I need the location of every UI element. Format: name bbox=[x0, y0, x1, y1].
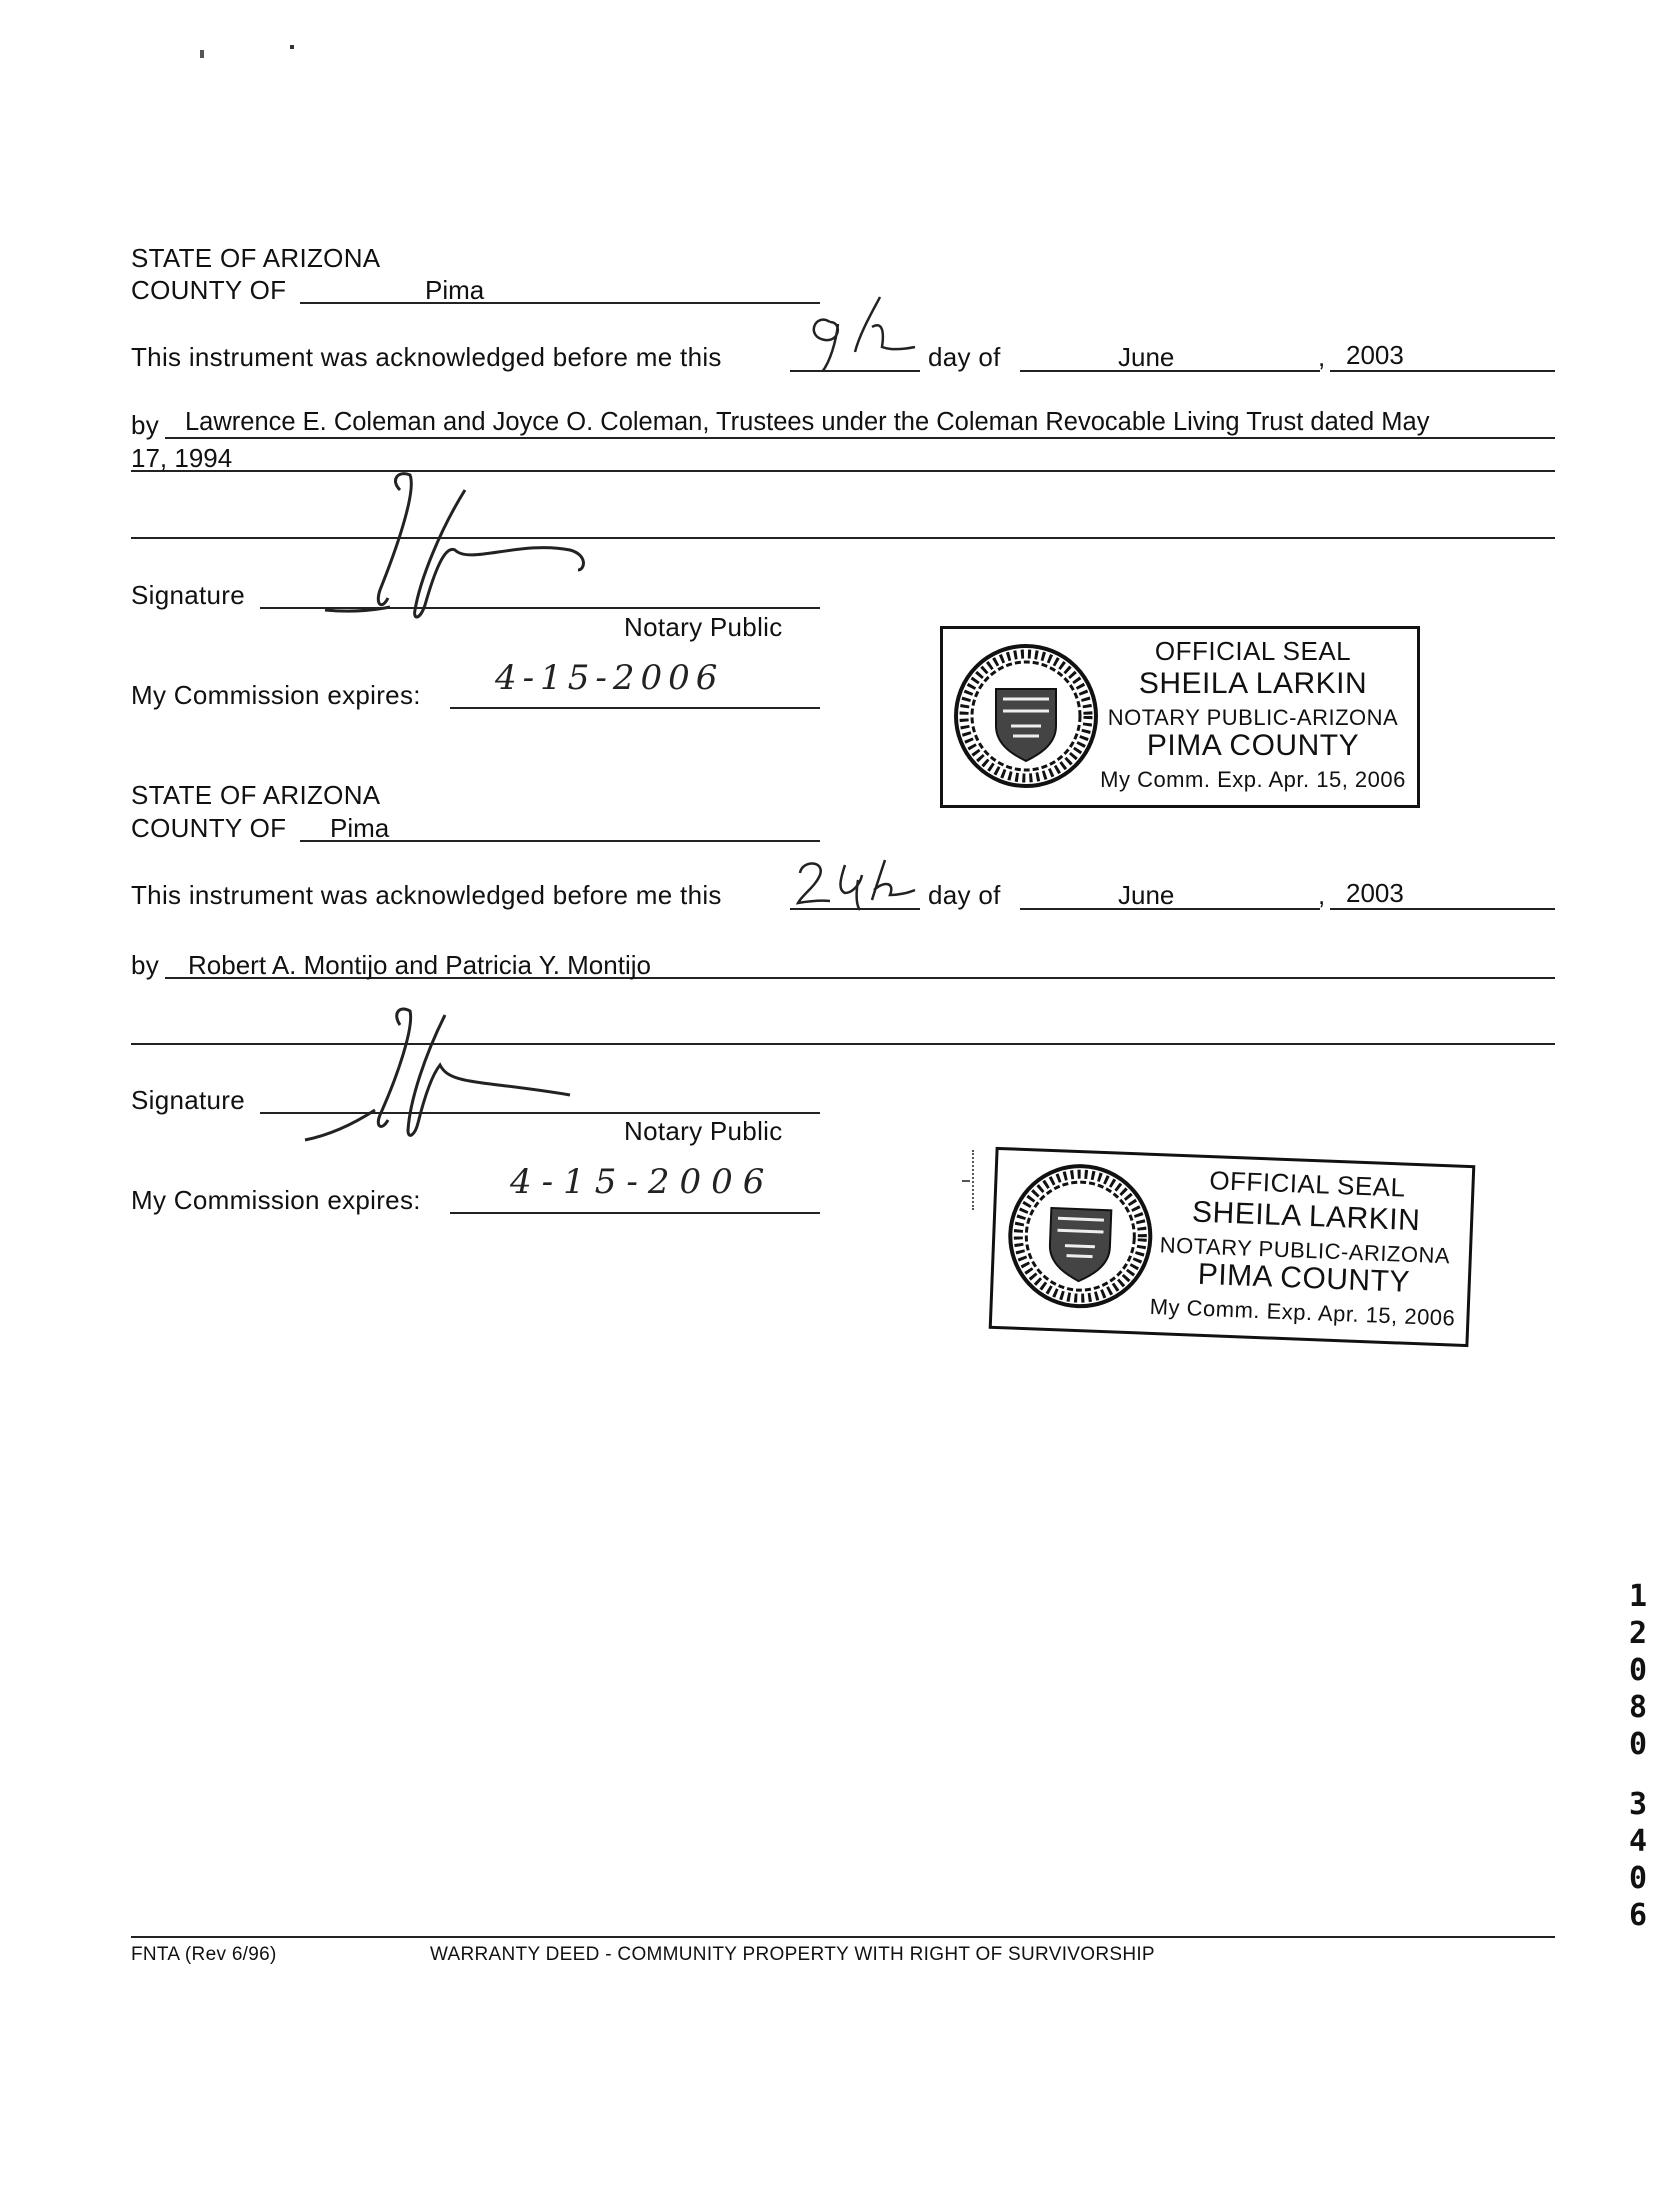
ack-text-1: This instrument was acknowledged before me this bbox=[131, 342, 722, 372]
recording-digit: 1 bbox=[1628, 1579, 1648, 1614]
by-value-1-line2: 17, 1994 bbox=[131, 443, 233, 473]
county-label-1: COUNTY OF bbox=[131, 275, 287, 305]
scan-speck bbox=[290, 45, 294, 49]
footer-rule bbox=[131, 1936, 1555, 1938]
state-heading-2: STATE OF ARIZONA bbox=[131, 780, 381, 810]
seal2-line4: PIMA COUNTY bbox=[1197, 1257, 1411, 1299]
notary-signature-1 bbox=[320, 470, 620, 640]
footer-form-id: FNTA (Rev 6/96) bbox=[131, 1944, 277, 1965]
state-heading-1: STATE OF ARIZONA bbox=[131, 243, 381, 273]
year-value-2: 2003 bbox=[1346, 878, 1404, 908]
recording-digit: 2 bbox=[1628, 1616, 1648, 1651]
notary-label-2: Notary Public bbox=[624, 1116, 783, 1146]
arizona-seal-emblem-2 bbox=[1002, 1158, 1158, 1314]
by-line-1a bbox=[165, 437, 1555, 439]
commission-handwriting-2: 4-15-2006 bbox=[510, 1162, 775, 1202]
year-comma-1: , bbox=[1318, 342, 1326, 372]
official-seal-1 bbox=[940, 626, 1420, 808]
arizona-seal-emblem-1 bbox=[951, 641, 1101, 791]
seal1-line3: NOTARY PUBLIC-ARIZONA bbox=[1107, 705, 1399, 730]
by-label-1: by bbox=[131, 410, 160, 440]
county-line-1 bbox=[300, 302, 820, 304]
seal1-line5: My Comm. Exp. Apr. 15, 2006 bbox=[1100, 767, 1406, 792]
recording-digit: 8 bbox=[1628, 1690, 1648, 1725]
day-handwriting-2 bbox=[790, 855, 930, 915]
year-value-1: 2003 bbox=[1346, 340, 1404, 370]
seal1-line4: PIMA COUNTY bbox=[1146, 729, 1360, 762]
seal2-line2: SHEILA LARKIN bbox=[1191, 1195, 1421, 1238]
seal2-line1: OFFICIAL SEAL bbox=[1208, 1165, 1407, 1203]
by-value-1-line1: Lawrence E. Coleman and Joyce O. Coleman, Trustees under the Coleman Revocable Living Trust dated May bbox=[185, 408, 1430, 436]
seal2-line3: NOTARY PUBLIC-ARIZONA bbox=[1159, 1232, 1451, 1269]
seal2-line5: My Comm. Exp. Apr. 15, 2006 bbox=[1149, 1293, 1456, 1331]
seal1-line2: SHEILA LARKIN bbox=[1138, 667, 1368, 700]
scan-artifact bbox=[972, 1150, 976, 1210]
recording-digit: 0 bbox=[1628, 1861, 1648, 1896]
recording-digit: 0 bbox=[1628, 1727, 1648, 1762]
commission-label-1: My Commission expires: bbox=[131, 680, 421, 710]
year-comma-2: , bbox=[1318, 880, 1326, 910]
signature-label-2: Signature bbox=[131, 1085, 245, 1115]
by-label-2: by bbox=[131, 950, 160, 980]
recording-digit: 4 bbox=[1628, 1824, 1648, 1859]
county-value-2: Pima bbox=[330, 813, 390, 843]
day-of-label-1: day of bbox=[928, 342, 1001, 372]
recording-digit: 3 bbox=[1628, 1787, 1648, 1822]
county-label-2: COUNTY OF bbox=[131, 813, 287, 843]
ack-text-2: This instrument was acknowledged before me this bbox=[131, 880, 722, 910]
commission-line-1 bbox=[450, 707, 820, 709]
signature-label-1: Signature bbox=[131, 580, 245, 610]
notary-signature-2 bbox=[300, 1005, 580, 1155]
scan-speck bbox=[200, 50, 204, 58]
recording-digit: 0 bbox=[1628, 1653, 1648, 1688]
day-handwriting-1 bbox=[800, 292, 940, 372]
commission-handwriting-1: 4-15-2006 bbox=[495, 658, 724, 698]
county-value-1: Pima bbox=[425, 275, 485, 305]
recording-digit: 6 bbox=[1628, 1898, 1648, 1933]
footer-title: WARRANTY DEED - COMMUNITY PROPERTY WITH RIGHT OF SURVIVORSHIP bbox=[430, 1944, 1155, 1965]
notary-label-1: Notary Public bbox=[624, 612, 783, 642]
commission-line-2 bbox=[450, 1212, 820, 1214]
day-of-label-2: day of bbox=[928, 880, 1001, 910]
commission-label-2: My Commission expires: bbox=[131, 1185, 421, 1215]
seal1-line1: OFFICIAL SEAL bbox=[1154, 636, 1352, 666]
scan-artifact bbox=[962, 1180, 970, 1182]
official-seal-2 bbox=[989, 1147, 1476, 1347]
month-value-1: June bbox=[1118, 342, 1175, 372]
month-value-2: June bbox=[1118, 880, 1175, 910]
by-value-2: Robert A. Montijo and Patricia Y. Montijo bbox=[188, 950, 651, 980]
